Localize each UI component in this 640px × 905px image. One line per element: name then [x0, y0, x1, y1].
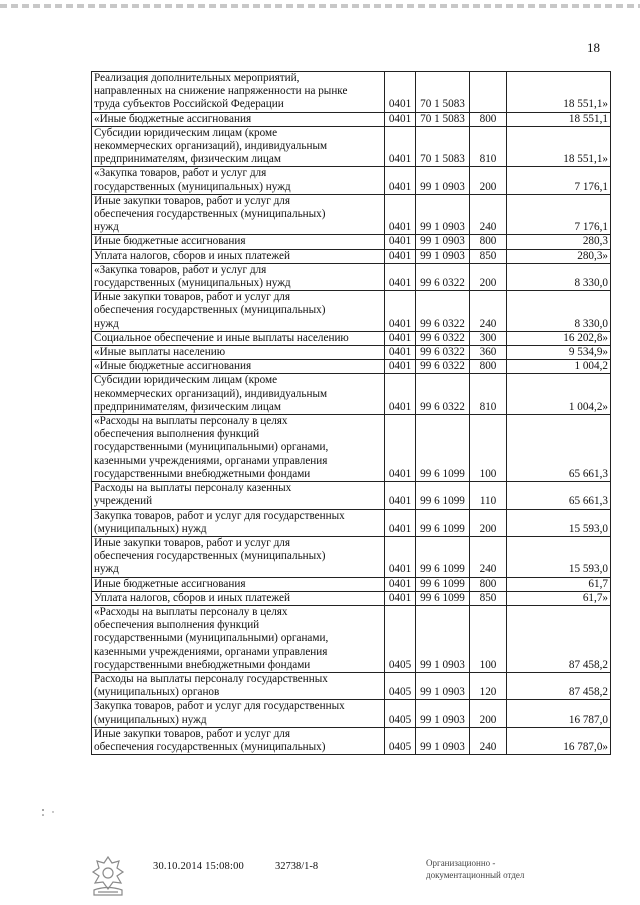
cell-section-code: 0401: [385, 360, 416, 374]
cell-expense-name: «Иные бюджетные ассигнования: [92, 360, 385, 374]
cell-amount: 8 330,0: [507, 291, 611, 332]
cell-expense-type: 200: [470, 167, 507, 194]
cell-section-code: 0401: [385, 374, 416, 415]
cell-expense-name: «Расходы на выплаты персоналу в целях обеспечения выполнения функций государственными (муниципальными) органами, казенными учреждениями, органами управления государственными внебюджетными фондами: [92, 605, 385, 672]
cell-target-article: 99 6 0322: [416, 263, 470, 290]
cell-target-article: 99 1 0903: [416, 194, 470, 235]
cell-expense-type: 240: [470, 536, 507, 577]
cell-expense-name: Закупка товаров, работ и услуг для государственных (муниципальных) нужд: [92, 509, 385, 536]
cell-amount: 280,3: [507, 235, 611, 249]
table-body: [92, 72, 611, 755]
cell-amount: 87 458,2: [507, 672, 611, 699]
cell-expense-type: 360: [470, 346, 507, 360]
cell-section-code: 0401: [385, 415, 416, 482]
table-row: [92, 672, 611, 699]
cell-expense-type: 300: [470, 331, 507, 345]
table-row: [92, 415, 611, 482]
cell-expense-name: «Закупка товаров, работ и услуг для государственных (муниципальных) нужд: [92, 167, 385, 194]
cell-expense-type: 800: [470, 112, 507, 126]
table-row: [92, 167, 611, 194]
table-row: [92, 235, 611, 249]
cell-section-code: 0401: [385, 577, 416, 591]
cell-section-code: 0401: [385, 591, 416, 605]
cell-expense-name: Иные бюджетные ассигнования: [92, 235, 385, 249]
table-row: [92, 605, 611, 672]
budget-table: [91, 71, 611, 755]
cell-expense-type: [470, 72, 507, 113]
table-row: [92, 700, 611, 727]
cell-amount: 18 551,1»: [507, 126, 611, 167]
cell-section-code: 0401: [385, 509, 416, 536]
cell-target-article: 99 1 0903: [416, 235, 470, 249]
table-row: [92, 536, 611, 577]
cell-expense-name: Иные закупки товаров, работ и услуг для обеспечения государственных (муниципальных) нужд: [92, 291, 385, 332]
margin-marks: [40, 805, 60, 825]
cell-expense-type: 240: [470, 727, 507, 754]
cell-expense-type: 200: [470, 263, 507, 290]
cell-expense-name: Расходы на выплаты персоналу казенных учреждений: [92, 482, 385, 509]
cell-section-code: 0405: [385, 672, 416, 699]
table-row: [92, 591, 611, 605]
cell-expense-type: 120: [470, 672, 507, 699]
table-row: [92, 482, 611, 509]
cell-target-article: 99 1 0903: [416, 672, 470, 699]
table-row: [92, 249, 611, 263]
cell-target-article: 99 1 0903: [416, 605, 470, 672]
cell-target-article: 99 6 1099: [416, 536, 470, 577]
table-row: [92, 291, 611, 332]
table-row: [92, 374, 611, 415]
cell-amount: 65 661,3: [507, 415, 611, 482]
table-row: [92, 727, 611, 754]
table-row: [92, 360, 611, 374]
table-row: [92, 112, 611, 126]
cell-amount: 18 551,1: [507, 112, 611, 126]
cell-target-article: 99 6 0322: [416, 331, 470, 345]
cell-target-article: 99 6 1099: [416, 591, 470, 605]
cell-expense-name: «Закупка товаров, работ и услуг для государственных (муниципальных) нужд: [92, 263, 385, 290]
cell-section-code: 0401: [385, 235, 416, 249]
cell-expense-name: Расходы на выплаты персоналу государственных (муниципальных) органов: [92, 672, 385, 699]
cell-expense-type: 810: [470, 374, 507, 415]
scan-edge-line: [0, 4, 640, 8]
cell-target-article: 99 1 0903: [416, 249, 470, 263]
cell-target-article: 99 6 0322: [416, 360, 470, 374]
page-number: 18: [587, 40, 600, 55]
cell-amount: 7 176,1: [507, 167, 611, 194]
cell-target-article: 99 6 0322: [416, 346, 470, 360]
cell-target-article: 99 6 0322: [416, 374, 470, 415]
cell-amount: 1 004,2: [507, 360, 611, 374]
cell-amount: 7 176,1: [507, 194, 611, 235]
cell-expense-type: 110: [470, 482, 507, 509]
coat-of-arms-emblem-icon: [88, 854, 128, 898]
cell-expense-type: 800: [470, 577, 507, 591]
cell-expense-name: Закупка товаров, работ и услуг для государственных (муниципальных) нужд: [92, 700, 385, 727]
table-row: [92, 509, 611, 536]
cell-section-code: 0401: [385, 112, 416, 126]
table-row: [92, 72, 611, 113]
cell-target-article: 99 1 0903: [416, 727, 470, 754]
cell-expense-name: Уплата налогов, сборов и иных платежей: [92, 591, 385, 605]
footer-department-stamp: Организационно - документационный отдел: [426, 858, 525, 880]
cell-section-code: 0405: [385, 700, 416, 727]
cell-expense-name: Иные закупки товаров, работ и услуг для обеспечения государственных (муниципальных) нужд: [92, 194, 385, 235]
cell-section-code: 0401: [385, 249, 416, 263]
table-row: [92, 346, 611, 360]
table-row: [92, 577, 611, 591]
cell-target-article: 70 1 5083: [416, 112, 470, 126]
cell-expense-name: Иные закупки товаров, работ и услуг для обеспечения государственных (муниципальных) нужд: [92, 536, 385, 577]
cell-amount: 61,7: [507, 577, 611, 591]
cell-expense-type: 850: [470, 249, 507, 263]
cell-target-article: 99 6 1099: [416, 415, 470, 482]
footer-timestamp: 30.10.2014 15:08:00: [153, 861, 245, 872]
table-row: [92, 126, 611, 167]
cell-target-article: 99 6 1099: [416, 577, 470, 591]
table-row: [92, 263, 611, 290]
cell-expense-type: 810: [470, 126, 507, 167]
footer-document-number: 32738/1-8: [275, 861, 319, 872]
cell-expense-name: Реализация дополнительных мероприятий, направленных на снижение напряженности на рынке труда субъектов Российской Федерации: [92, 72, 385, 113]
cell-expense-name: Уплата налогов, сборов и иных платежей: [92, 249, 385, 263]
cell-expense-name: Субсидии юридическим лицам (кроме некоммерческих организаций), индивидуальным предпринимателям, физическим лицам: [92, 126, 385, 167]
cell-amount: 15 593,0: [507, 536, 611, 577]
cell-expense-type: 800: [470, 360, 507, 374]
cell-amount: 87 458,2: [507, 605, 611, 672]
cell-expense-type: 850: [470, 591, 507, 605]
cell-target-article: 99 1 0903: [416, 700, 470, 727]
cell-target-article: 70 1 5083: [416, 126, 470, 167]
cell-section-code: 0401: [385, 482, 416, 509]
cell-amount: 61,7»: [507, 591, 611, 605]
cell-amount: 16 787,0: [507, 700, 611, 727]
cell-target-article: 70 1 5083: [416, 72, 470, 113]
cell-target-article: 99 6 0322: [416, 291, 470, 332]
cell-amount: 15 593,0: [507, 509, 611, 536]
cell-expense-name: «Иные бюджетные ассигнования: [92, 112, 385, 126]
cell-amount: 16 202,8»: [507, 331, 611, 345]
cell-expense-name: Социальное обеспечение и иные выплаты населению: [92, 331, 385, 345]
cell-expense-type: 240: [470, 291, 507, 332]
cell-expense-name: «Расходы на выплаты персоналу в целях обеспечения выполнения функций государственными (муниципальными) органами, казенными учреждениями, органами управления государственными внебюджетными фондами: [92, 415, 385, 482]
cell-target-article: 99 1 0903: [416, 167, 470, 194]
cell-section-code: 0401: [385, 291, 416, 332]
cell-amount: 1 004,2»: [507, 374, 611, 415]
cell-amount: 18 551,1»: [507, 72, 611, 113]
table-row: [92, 331, 611, 345]
cell-section-code: 0401: [385, 72, 416, 113]
cell-section-code: 0401: [385, 194, 416, 235]
cell-section-code: 0401: [385, 346, 416, 360]
cell-amount: 9 534,9»: [507, 346, 611, 360]
cell-amount: 16 787,0»: [507, 727, 611, 754]
cell-section-code: 0405: [385, 605, 416, 672]
cell-section-code: 0405: [385, 727, 416, 754]
cell-target-article: 99 6 1099: [416, 482, 470, 509]
cell-expense-name: Субсидии юридическим лицам (кроме некоммерческих организаций), индивидуальным предпринимателям, физическим лицам: [92, 374, 385, 415]
table-row: [92, 194, 611, 235]
cell-expense-name: «Иные выплаты населению: [92, 346, 385, 360]
cell-section-code: 0401: [385, 331, 416, 345]
cell-expense-type: 240: [470, 194, 507, 235]
cell-section-code: 0401: [385, 536, 416, 577]
cell-expense-type: 100: [470, 605, 507, 672]
cell-section-code: 0401: [385, 167, 416, 194]
cell-section-code: 0401: [385, 263, 416, 290]
cell-target-article: 99 6 1099: [416, 509, 470, 536]
cell-amount: 280,3»: [507, 249, 611, 263]
cell-expense-name: Иные закупки товаров, работ и услуг для обеспечения государственных (муниципальных): [92, 727, 385, 754]
cell-expense-name: Иные бюджетные ассигнования: [92, 577, 385, 591]
cell-expense-type: 200: [470, 509, 507, 536]
cell-expense-type: 200: [470, 700, 507, 727]
cell-amount: 65 661,3: [507, 482, 611, 509]
cell-amount: 8 330,0: [507, 263, 611, 290]
cell-expense-type: 100: [470, 415, 507, 482]
cell-section-code: 0401: [385, 126, 416, 167]
cell-expense-type: 800: [470, 235, 507, 249]
